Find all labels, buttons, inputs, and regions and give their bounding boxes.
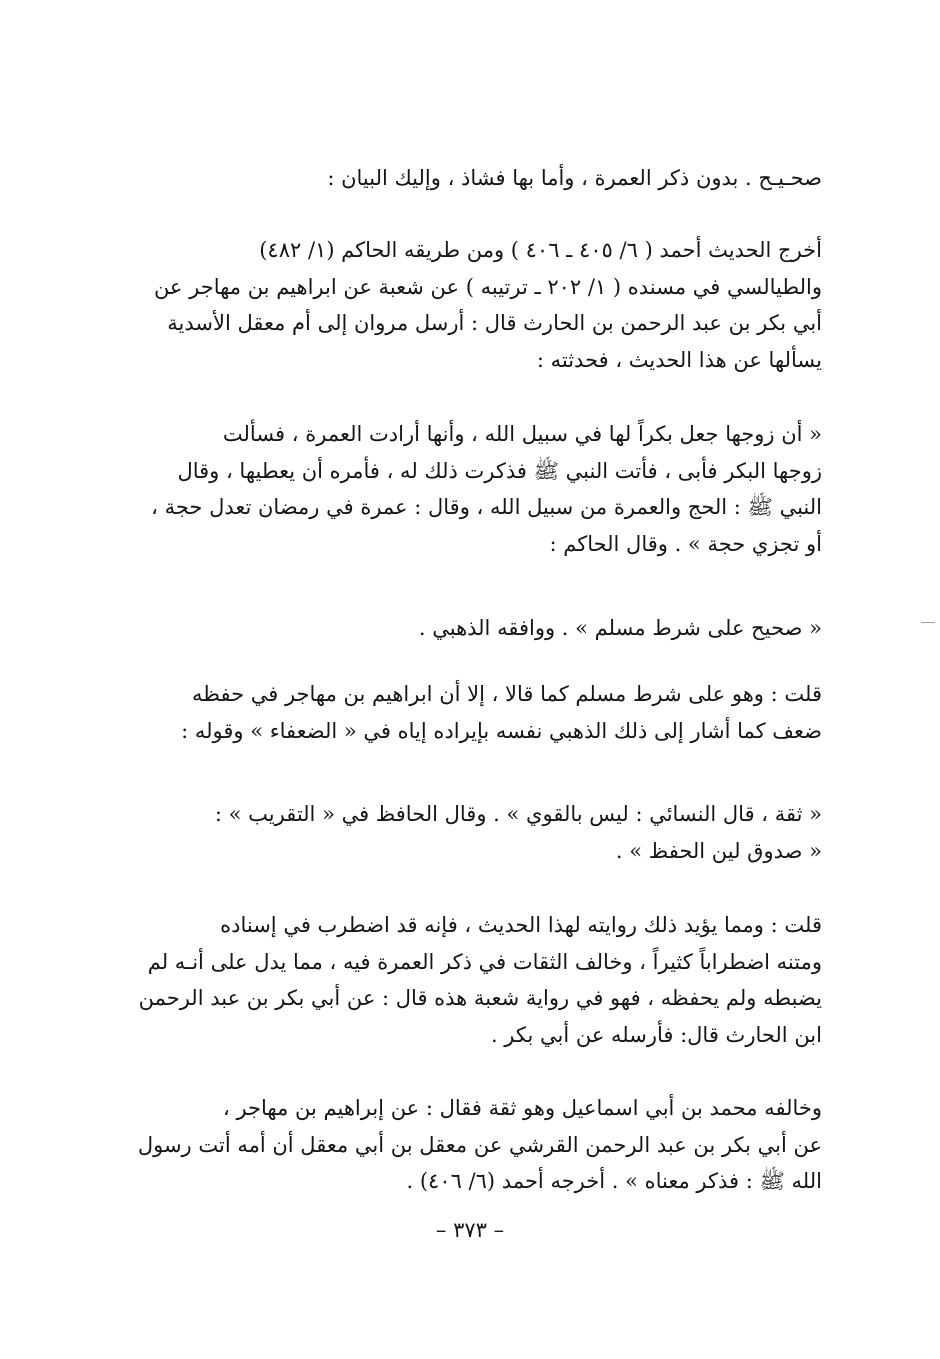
text-line: زوجها البكر فأبى ، فأتت النبي ﷺ فذكرت ذلك له ، فأمره أن يعطيها ، وقال	[177, 458, 822, 483]
text-line: « أن زوجها جعل بكراً لها في سبيل الله ، وأنها أرادت العمرة ، فسألت	[222, 422, 822, 446]
text-line: أبي بكر بن عبد الرحمن بن الحارث قال : أرسل مروان إلى أم معقل الأسدية	[167, 311, 822, 335]
paragraph-takhrij	[107, 232, 822, 378]
paragraph-comment-1	[107, 676, 822, 749]
margin-mark	[921, 622, 935, 623]
paragraph-verdict	[107, 160, 822, 197]
text-line: « صدوق لين الحفظ » .	[615, 838, 822, 863]
text-line: أخرج الحديث أحمد ( ٦/ ٤٠٥ ـ ٤٠٦ ) ومن طريقه الحاكم (١/ ٤٨٢)	[259, 238, 822, 262]
text-line: يضبطه ولم يحفظه ، فهو في رواية شعبة هذه قال : عن أبي بكر بن عبد الرحمن	[138, 986, 822, 1010]
paragraph-comment-3	[107, 1090, 822, 1200]
paragraph-comment-2	[107, 907, 822, 1053]
text-line: وخالفه محمد بن أبي اسماعيل وهو ثقة فقال : عن إبراهيم بن مهاجر ،	[223, 1096, 822, 1120]
text-line: والطيالسي في مسنده ( ١/ ٢٠٢ ـ ترتيبه ) عن شعبة عن ابراهيم بن مهاجر عن	[153, 274, 822, 299]
text-line: يسألها عن هذا الحديث ، فحدثته :	[536, 347, 822, 372]
text-line: ضعف كما أشار إلى ذلك الذهبي نفسه بإيراده إياه في « الضعفاء » وقوله :	[181, 718, 822, 743]
text-line: صحـيـح . بدون ذكر العمرة ، وأما بها فشاذ ، وإليك البيان :	[327, 166, 822, 190]
text-line: ومتنه اضطراباً كثيراً ، وخالف الثقات في ذكر العمرة فيه ، مما يدل على أنـه لم	[147, 949, 822, 974]
text-line: الله ﷺ : فذكر معناه » . أخرجه أحمد (٦/ ٤٠٦) .	[406, 1169, 822, 1193]
text-line: النبي ﷺ : الحج والعمرة من سبيل الله ، وقال : عمرة في رمضان تعدل حجة ،	[151, 495, 822, 519]
page-number: – ٣٧٣ –	[435, 1218, 505, 1242]
paragraph-dhahabi-quote	[107, 796, 822, 869]
paragraph-hakim-quote	[107, 610, 822, 647]
text-line: أو تجزي حجة » . وقال الحاكم :	[549, 531, 822, 556]
paragraph-hadith-text	[107, 416, 822, 562]
text-line: « صحيح على شرط مسلم » . ووافقه الذهبي .	[418, 616, 822, 640]
text-line: « ثقة ، قال النسائي : ليس بالقوي » . وقال الحافظ في « التقريب » :	[214, 802, 822, 826]
text-line: قلت : وهو على شرط مسلم كما قالا ، إلا أن ابراهيم بن مهاجر في حفظه	[191, 682, 822, 706]
text-line: ابن الحارث قال: فأرسله عن أبي بكر .	[490, 1022, 822, 1047]
text-line: قلت : ومما يؤيد ذلك روايته لهذا الحديث ، فإنه قد اضطرب في إسناده	[220, 913, 822, 937]
text-line: عن أبي بكر بن عبد الرحمن القرشي عن معقل بن أبي معقل أن أمه أتت رسول	[137, 1132, 822, 1157]
